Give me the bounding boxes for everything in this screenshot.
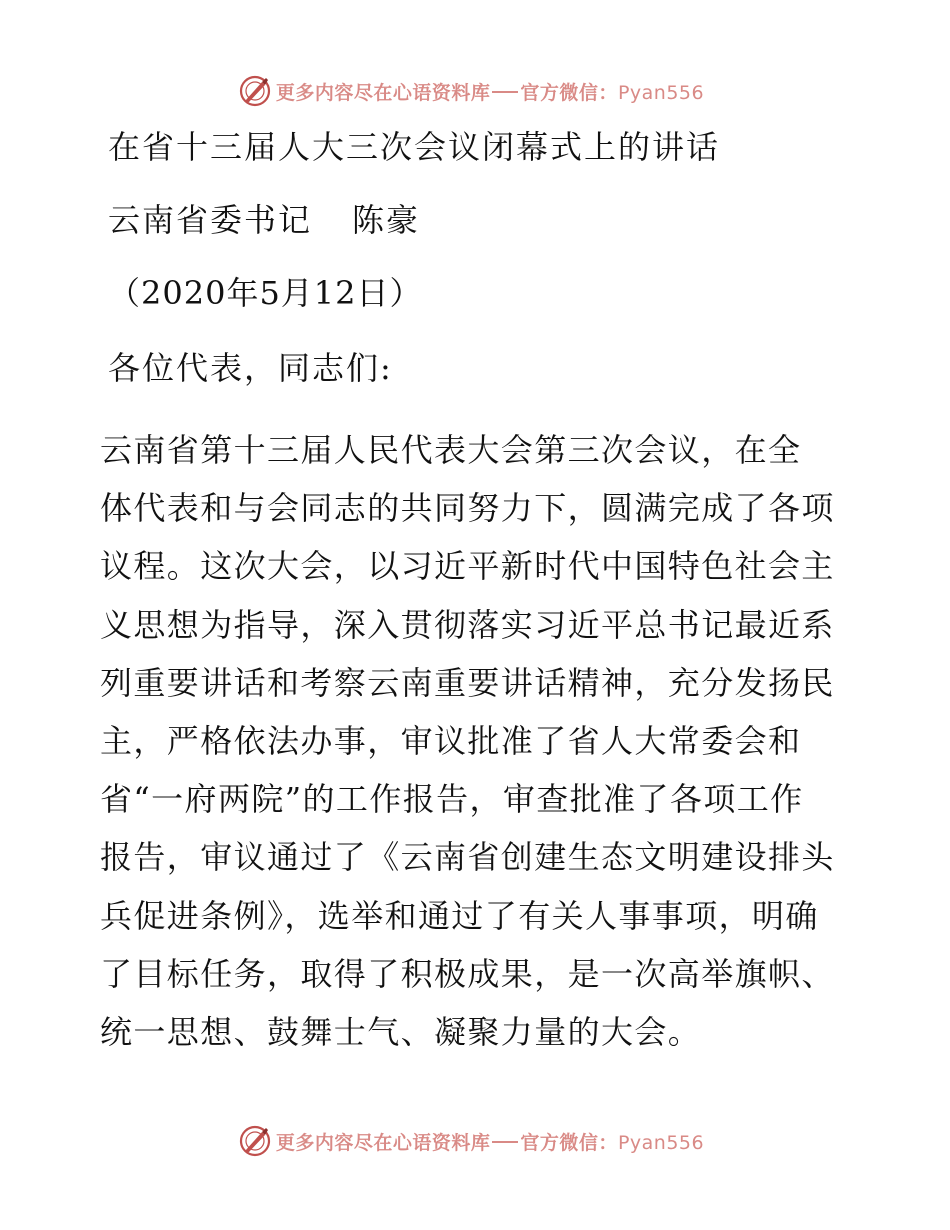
paragraph-line: 了目标任务，取得了积极成果，是一次高举旗帜、 [100,954,835,993]
document-title: 在省十三届人大三次会议闭幕式上的讲话 [108,128,721,166]
watermark-dash [492,91,518,93]
paragraph-line: 报告，审议通过了《云南省创建生态文明建设排头 [100,838,835,877]
watermark-dash [492,1141,518,1143]
pen-logo-icon [238,74,272,108]
watermark-footer [0,1121,950,1161]
author-role: 云南省委书记 [108,201,313,239]
document-author [108,200,420,240]
watermark-header [0,71,950,111]
body-paragraph [100,421,860,1061]
greeting: 各位代表，同志们: [108,349,393,387]
paragraph-line: 主，严格依法办事，审议批准了省人大常委会和 [100,722,802,761]
paragraph-line: 体代表和与会同志的共同努力下，圆满完成了各项 [100,489,835,528]
watermark-text: 更多内容尽在心语资料库 官方微信：Pyan556 [275,1131,705,1154]
paragraph-line: 统一思想、鼓舞士气、凝聚力量的大会。 [100,1013,702,1052]
document-date: （2020年5月12日） [108,274,423,312]
paragraph-line: 义思想为指导，深入贯彻落实习近平总书记最近系 [100,605,835,644]
paragraph-line: 列重要讲话和考察云南重要讲话精神，充分发扬民 [100,663,835,702]
watermark-text: 更多内容尽在心语资料库 官方微信：Pyan556 [275,81,705,104]
author-name: 陈豪 [352,201,421,239]
paragraph-line: 省“一府两院”的工作报告，审查批准了各项工作 [100,780,804,819]
paragraph-line: 兵促进条例》，选举和通过了有关人事事项，明确 [100,896,819,935]
pen-logo-icon [238,1124,272,1158]
paragraph-line: 云南省第十三届人民代表大会第三次会议，在全 [100,431,802,469]
paragraph-line: 议程。这次大会，以习近平新时代中国特色社会主 [100,547,835,586]
